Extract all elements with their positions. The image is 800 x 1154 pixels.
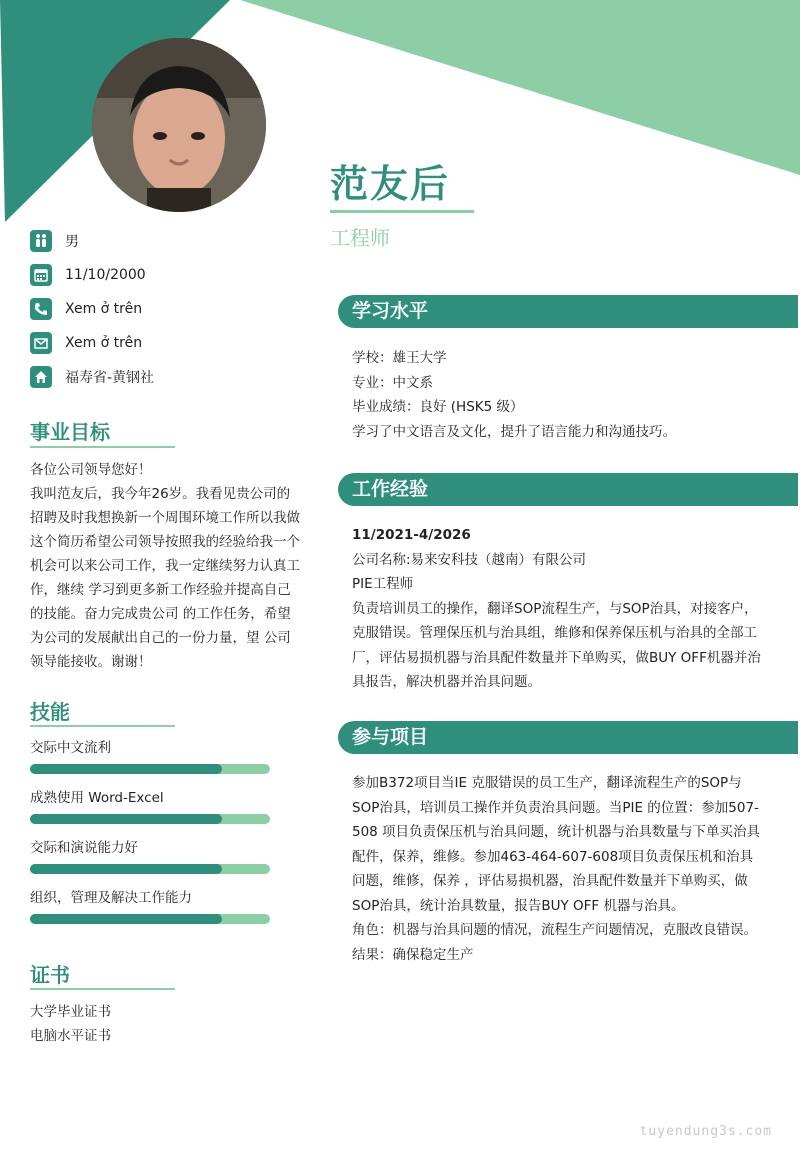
experience-heading: 工作经验 xyxy=(338,473,798,506)
calendar-icon xyxy=(30,264,52,286)
education-major: 专业：中文系 xyxy=(352,374,433,391)
education-summary: 学习了中文语言及文化，提升了语言能力和沟通技巧。 xyxy=(352,423,676,440)
objective-greeting: 各位公司领导您好！ xyxy=(30,462,152,478)
education-school: 学校：雄王大学 xyxy=(352,350,447,366)
education-heading: 学习水平 xyxy=(338,295,798,328)
objective-text xyxy=(30,458,300,674)
objective-heading: 事业目标 xyxy=(30,420,110,444)
contact-address xyxy=(30,360,154,394)
skill-label: 交际和演说能力好 xyxy=(30,840,138,856)
skill-bar-fill xyxy=(30,914,222,924)
skill-item xyxy=(30,736,270,786)
address-text: 福寿省-黄钢社 xyxy=(65,370,155,386)
skill-bar xyxy=(30,914,270,924)
name-underline xyxy=(330,210,474,213)
projects-description: 参加B372项目当IE 克服错误的员工生产，翻译流程生产的SOP与SOP治具，培训员工操作并负责治具问题。当PIE 的位置：参加507-508 项目负责保压机与治具问题，统计机器与治具数量与下单买治具配件，保养，维修。参加463-464-607-608项目负责保压机和治具问题，维修，保养 ，评估易损机器，治具配件数量并下单购买，做SOP治具，统计治具数量，报告BUY OFF 机器与治具。 xyxy=(352,775,761,914)
skill-bar-fill xyxy=(30,864,222,874)
birthdate-text: 11/10/2000 xyxy=(65,267,146,283)
phone-icon xyxy=(30,298,52,320)
email-text: Xem ở trên xyxy=(65,335,143,351)
objective-rule xyxy=(30,446,175,448)
skills-rule xyxy=(30,725,175,727)
watermark: tuyendung3s.com xyxy=(639,1124,772,1139)
phone-text: Xem ở trên xyxy=(65,301,143,317)
skill-bar-fill xyxy=(30,764,222,774)
skills-heading: 技能 xyxy=(30,700,70,724)
education-body xyxy=(352,346,762,444)
candidate-name: 范友后 xyxy=(330,162,451,206)
objective-body: 我叫范友后，我今年26岁。我看见贵公司的招聘及时我想换新一个周围环境工作所以我做这个简历希望公司领导按照我的经验给我一个机会可以来公司工作，我一定继续努力认真工作，继续 学习到更多新工作经验并提高自己的技能。奋力完成贵公司 的工作任务，希望为公司的发展献出自己的一份力量，望 公司领导能接收。谢谢！ xyxy=(30,486,300,670)
gender-icon xyxy=(30,230,52,252)
job-title: 工程师 xyxy=(330,226,390,250)
skill-item xyxy=(30,886,270,936)
contact-email xyxy=(30,326,154,360)
contact-gender xyxy=(30,224,154,258)
skills-list xyxy=(30,736,270,936)
email-icon xyxy=(30,332,52,354)
education-grade: 毕业成绩：良好 (HSK5 级） xyxy=(352,399,524,415)
skill-bar-fill xyxy=(30,814,222,824)
gender-text: 男 xyxy=(65,234,79,250)
experience-position: PIE工程师 xyxy=(352,576,414,592)
certificate-item: 大学毕业证书 xyxy=(30,1004,111,1020)
experience-body xyxy=(352,523,762,695)
skill-label: 成熟使用 Word-Excel xyxy=(30,790,164,806)
skill-bar xyxy=(30,864,270,874)
skill-item xyxy=(30,786,270,836)
experience-company: 公司名称:易来安科技（越南）有限公司 xyxy=(352,551,587,568)
experience-description: 负责培训员工的操作，翻译SOP流程生产，与SOP治具，对接客户，克服错误。管理保压机与治具组，维修和保养保压机与治具的全部工厂，评估易损机器与治具配件数量并下单购买，做BUY OFF机器并治具报告，解决机器并治具问题。 xyxy=(352,600,761,690)
skill-label: 组织，管理及解决工作能力 xyxy=(30,890,192,906)
certificates-rule xyxy=(30,988,175,990)
skill-bar xyxy=(30,814,270,824)
skill-label: 交际中文流利 xyxy=(30,740,111,756)
home-icon xyxy=(30,366,52,388)
certificates-list xyxy=(30,1000,111,1048)
avatar xyxy=(92,38,266,212)
contact-list xyxy=(30,224,154,394)
skill-bar xyxy=(30,764,270,774)
contact-phone xyxy=(30,292,154,326)
certificates-heading: 证书 xyxy=(30,963,70,987)
projects-heading: 参与项目 xyxy=(338,721,798,754)
projects-body xyxy=(352,771,762,967)
projects-result: 结果：确保稳定生产 xyxy=(352,946,474,963)
contact-birthdate xyxy=(30,258,154,292)
experience-period: 11/2021-4/2026 xyxy=(352,527,471,543)
certificate-item: 电脑水平证书 xyxy=(30,1028,111,1044)
skill-item xyxy=(30,836,270,886)
projects-role: 角色：机器与治具问题的情况，流程生产问题情况，克服改良错误。 xyxy=(352,922,757,938)
